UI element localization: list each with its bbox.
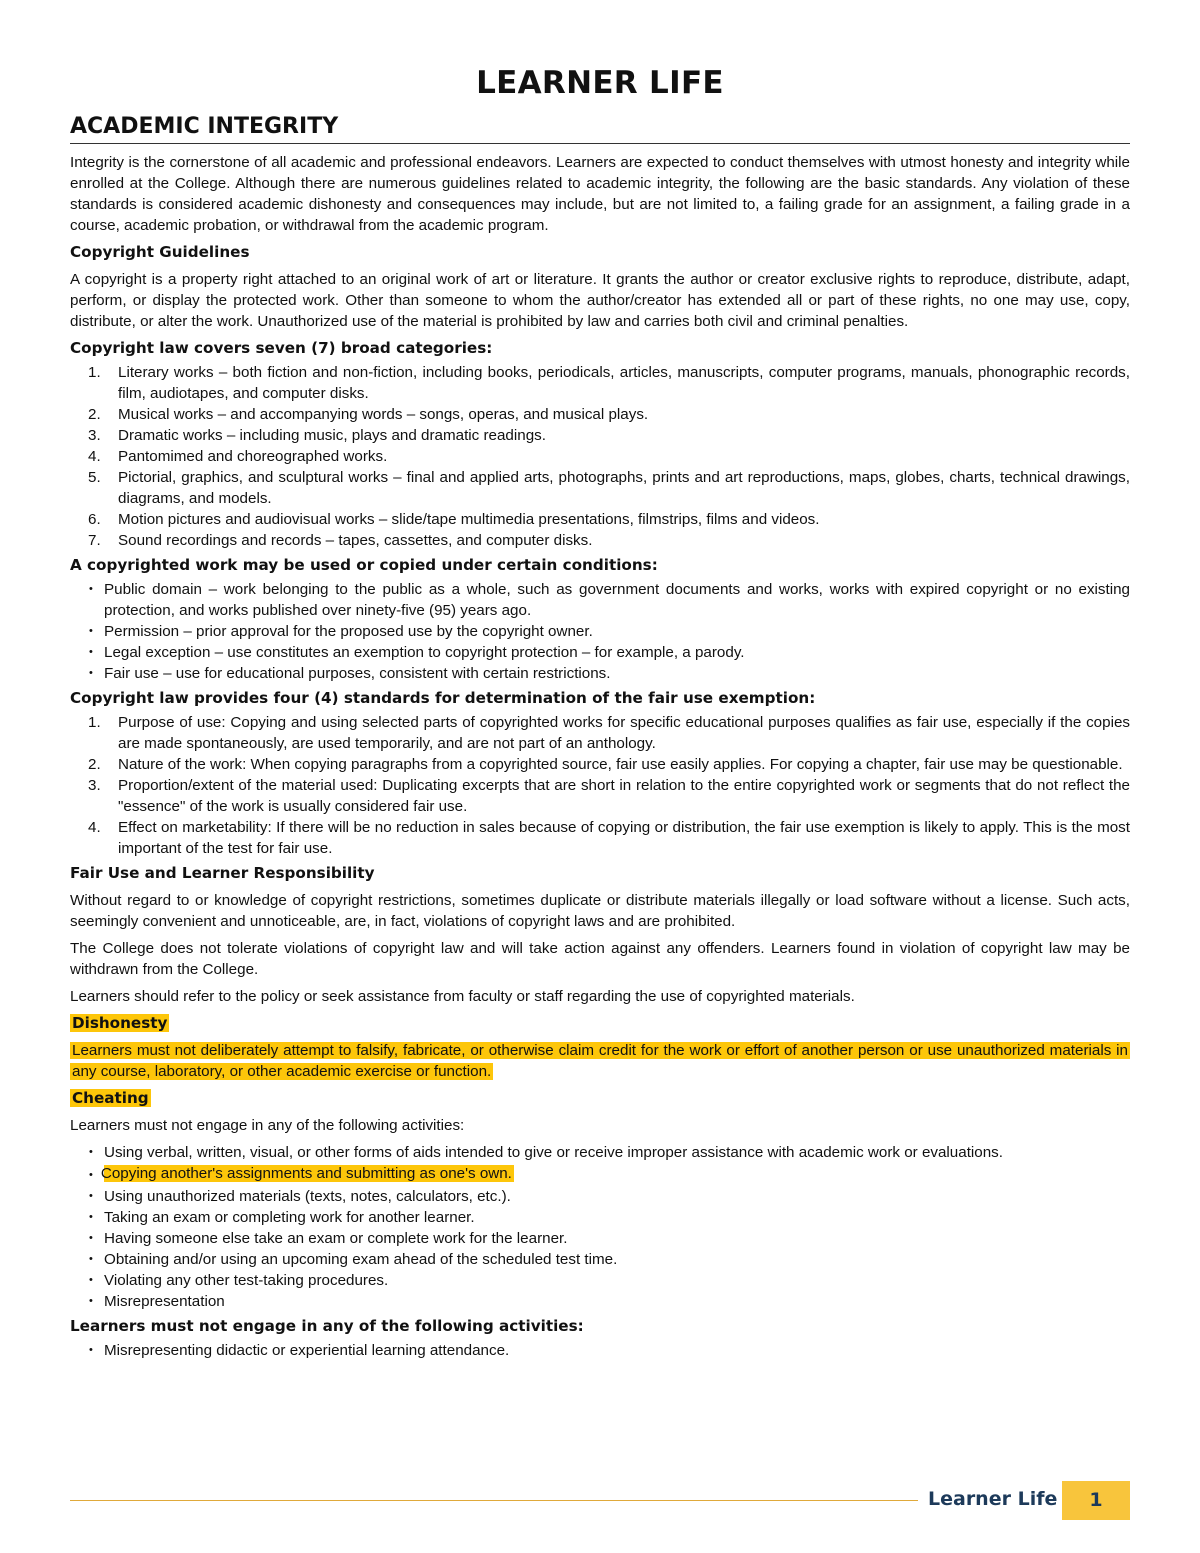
list-item-text: Violating any other test-taking procedures. (104, 1272, 389, 1290)
cheating-heading-highlight: Cheating (72, 1089, 149, 1108)
list-item (70, 1340, 1130, 1361)
list-item-text: Proportion/extent of the material used: Duplicating excerpts that are short in relation to the entire copyrighted work or segments that do not reflect the "essence" of the work is usually considered fair use. (118, 777, 1130, 816)
list-number: 4. (88, 448, 101, 466)
list-item-text: Literary works – both fiction and non-fiction, including books, periodicals, articles, manuscripts, computer programs, manuals, phonographic records, film, audiotapes, and computer disks. (118, 364, 1130, 403)
list-item-highlighted (70, 1163, 1130, 1186)
list-item (70, 1207, 1130, 1228)
list-item-text: Pictorial, graphics, and sculptural works – final and applied arts, photographs, prints and art reproductions, maps, globes, charts, technical drawings, diagrams, and models. (118, 469, 1130, 508)
intro-paragraph: Integrity is the cornerstone of all academic and professional endeavors. Learners are expected to conduct themselves with utmost honesty and integrity while enrolled at the College. Although there are numerous guidelines related to academic integrity, the following are the basic standards. Any violation of these standards is considered academic dishonesty and consequences may include, but are not limited to, a failing grade for an assignment, a failing grade in a course, academic probation, or withdrawal from the academic program. (70, 154, 1130, 235)
list-item-text: Obtaining and/or using an upcoming exam ahead of the scheduled test time. (104, 1251, 618, 1269)
list-number: 1. (88, 364, 101, 382)
list-item (70, 1142, 1130, 1163)
cheating-list (70, 1142, 1130, 1312)
categories-list (70, 362, 1130, 551)
list-number: 3. (88, 427, 101, 445)
list-number: 1. (88, 714, 101, 732)
dishonesty-text-highlight: Learners must not deliberately attempt to falsify, fabricate, or otherwise claim credit for the work or effort of another person or use unauthorized materials in any course, laboratory, or other academic exercise or function. (72, 1042, 1128, 1081)
list-item (70, 1186, 1130, 1207)
list-number: 6. (88, 511, 101, 529)
list-item-text: Using verbal, written, visual, or other forms of aids intended to give or receive improper assistance with academic work or evaluations. (104, 1144, 1003, 1162)
list-item-text: Dramatic works – including music, plays and dramatic readings. (118, 427, 546, 445)
fair-use-paragraph: Learners should refer to the policy or seek assistance from faculty or staff regarding the use of copyrighted materials. (70, 988, 855, 1006)
activities-list (70, 1340, 1130, 1361)
list-item (70, 754, 1130, 775)
list-item (70, 817, 1130, 859)
list-number: 2. (88, 406, 101, 424)
conditions-heading: A copyrighted work may be used or copied under certain conditions: (70, 556, 658, 575)
fair-use-paragraph: Without regard to or knowledge of copyright restrictions, sometimes duplicate or distribute materials illegally or load software without a license. Such acts, seemingly convenient and unnoticeable, are, in fact, violations of copyright laws and are prohibited. (70, 892, 1130, 931)
list-item (70, 1291, 1130, 1312)
list-item (70, 467, 1130, 509)
footer-divider (70, 1500, 918, 1501)
conditions-list (70, 579, 1130, 684)
list-item (70, 1270, 1130, 1291)
list-item (70, 404, 1130, 425)
list-item-text: Fair use – use for educational purposes, consistent with certain restrictions. (104, 665, 611, 683)
list-item (70, 579, 1130, 621)
list-item-text: Taking an exam or completing work for another learner. (104, 1209, 475, 1227)
list-item-text: Purpose of use: Copying and using selected parts of copyrighted works for specific educational purposes qualifies as fair use, especially if the copies are made spontaneously, are used temporarily, and are not part of an anthology. (118, 714, 1130, 753)
section-title: ACADEMIC INTEGRITY (70, 113, 1130, 145)
list-item-text: Musical works – and accompanying words – songs, operas, and musical plays. (118, 406, 649, 424)
list-item (70, 530, 1130, 551)
list-item (70, 621, 1130, 642)
fair-use-paragraph: The College does not tolerate violations of copyright law and will take action against any offenders. Learners found in violation of copyright law may be withdrawn from the College. (70, 940, 1130, 979)
list-item (70, 1249, 1130, 1270)
list-item-text: Permission – prior approval for the proposed use by the copyright owner. (104, 623, 593, 641)
bullet-icon: • (89, 1169, 93, 1182)
cheating-intro: Learners must not engage in any of the following activities: (70, 1117, 465, 1135)
cheating-heading (70, 1088, 1130, 1109)
list-number: 5. (88, 469, 101, 487)
bullet-icon: • (89, 646, 93, 659)
list-item-text: Public domain – work belonging to the public as a whole, such as government documents and works, works with expired copyright or no existing protection, and works published over ninety-five (95) years ago. (104, 581, 1130, 620)
list-item (70, 362, 1130, 404)
list-item-text: Motion pictures and audiovisual works – slide/tape multimedia presentations, filmstrips, films and videos. (118, 511, 820, 529)
bullet-icon: • (89, 1295, 93, 1308)
list-item-text: Having someone else take an exam or complete work for the learner. (104, 1230, 568, 1248)
activities-heading: Learners must not engage in any of the following activities: (70, 1317, 584, 1336)
copyright-paragraph: A copyright is a property right attached to an original work of art or literature. It grants the author or creator exclusive rights to reproduce, distribute, adapt, perform, or display the protected work. Other than someone to whom the author/creator has extended all or part of these rights, no one may use, copy, distribute, or alter the work. Unauthorized use of the material is prohibited by law and carries both civil and criminal penalties. (70, 271, 1130, 331)
bullet-icon: • (89, 667, 93, 680)
list-item-text: Pantomimed and choreographed works. (118, 448, 388, 466)
bullet-icon: • (89, 625, 93, 638)
bullet-icon: • (89, 583, 93, 596)
footer-label: Learner Life (928, 1488, 1058, 1510)
list-item (70, 775, 1130, 817)
highlight (89, 1165, 514, 1183)
page-number: 1 (1062, 1481, 1130, 1520)
dishonesty-heading (70, 1013, 1130, 1034)
list-item-text: Sound recordings and records – tapes, cassettes, and computer disks. (118, 532, 593, 550)
bullet-icon: • (89, 1253, 93, 1266)
list-item-text: Copying another's assignments and submitting as one's own. (100, 1165, 512, 1183)
dishonesty-paragraph (70, 1040, 1130, 1082)
list-item-text: Using unauthorized materials (texts, notes, calculators, etc.). (104, 1188, 511, 1206)
list-item (70, 642, 1130, 663)
document-page (70, 64, 1130, 1365)
list-number: 3. (88, 777, 101, 795)
page-title: LEARNER LIFE (476, 65, 724, 101)
list-item (70, 663, 1130, 684)
list-item-text: Misrepresenting didactic or experiential learning attendance. (104, 1342, 510, 1360)
copyright-heading: Copyright Guidelines (70, 243, 250, 262)
fair-use-heading: Fair Use and Learner Responsibility (70, 864, 375, 883)
bullet-icon: • (89, 1211, 93, 1224)
list-item (70, 446, 1130, 467)
list-item-text: Effect on marketability: If there will be no reduction in sales because of copying or distribution, the fair use exemption is likely to apply. This is the most important of the test for fair use. (118, 819, 1130, 858)
list-number: 4. (88, 819, 101, 837)
list-item (70, 425, 1130, 446)
list-item (70, 1228, 1130, 1249)
list-item (70, 712, 1130, 754)
bullet-icon: • (89, 1232, 93, 1245)
bullet-icon: • (89, 1274, 93, 1287)
list-number: 2. (88, 756, 101, 774)
standards-heading: Copyright law provides four (4) standards for determination of the fair use exemption: (70, 689, 816, 708)
list-item-text: Misrepresentation (104, 1293, 225, 1311)
bullet-icon: • (89, 1190, 93, 1203)
categories-heading: Copyright law covers seven (7) broad categories: (70, 339, 493, 358)
list-item-text: Legal exception – use constitutes an exemption to copyright protection – for example, a parody. (104, 644, 745, 662)
list-number: 7. (88, 532, 101, 550)
dishonesty-heading-highlight: Dishonesty (72, 1014, 168, 1033)
bullet-icon: • (89, 1146, 93, 1159)
list-item (70, 509, 1130, 530)
list-item-text: Nature of the work: When copying paragraphs from a copyrighted source, fair use easily applies. For copying a chapter, fair use may be questionable. (118, 756, 1123, 774)
bullet-icon: • (89, 1344, 93, 1357)
standards-list (70, 712, 1130, 859)
